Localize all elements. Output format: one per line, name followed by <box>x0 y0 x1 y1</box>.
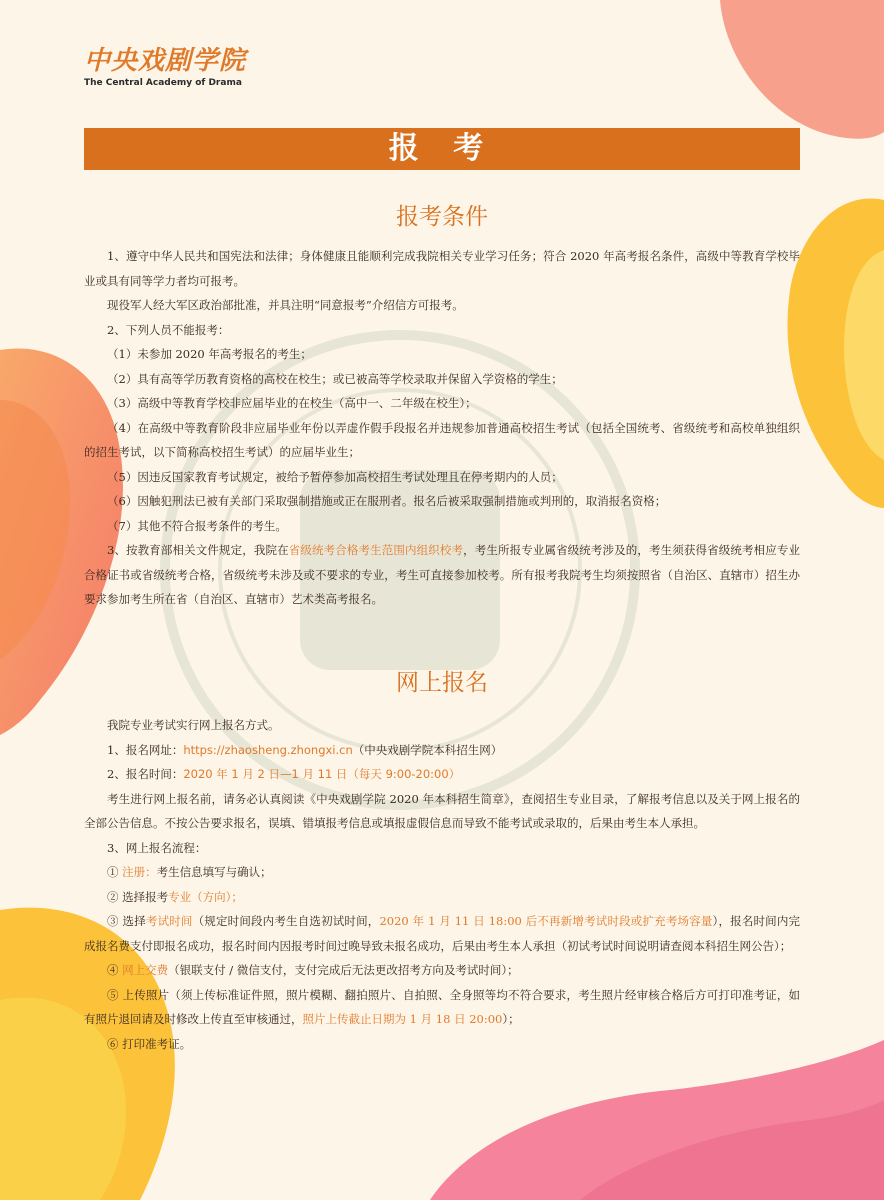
highlight-text: 注册： <box>122 865 157 879</box>
text: （中央戏剧学院本科招生网） <box>352 742 503 757</box>
registration-url-link[interactable]: https://zhaosheng.zhongxi.cn <box>183 742 353 757</box>
registration-time-line <box>84 762 800 787</box>
condition-item: （2）具有高等学历教育资格的高校在校生；或已被高等学校录取并保留入学资格的学生； <box>107 371 563 386</box>
process-step-4 <box>84 958 800 983</box>
text: 3、按教育部相关文件规定，我院在 <box>107 543 289 557</box>
highlight-text: 考试时间 <box>145 914 193 928</box>
registration-content <box>84 713 800 1056</box>
text: 1、报名网址： <box>107 742 184 757</box>
logo-english: The Central Academy of Drama <box>84 78 242 88</box>
page-title-banner: 报 考 <box>84 128 800 170</box>
text: ），报名时间内完成报名费支付即报名成功，报名时间内因报考时间过晚导致未报名成功，后果由考生本人承担（初试考试时间说明请查阅本科招生网公告）； <box>84 914 801 953</box>
text: （银联支付 / 微信支付，支付完成后无法更改招考方向及考试时间）； <box>168 963 519 977</box>
condition-item: （3）高级中等教育学校非应届毕业的在校生（高中一、二年级在校生）； <box>107 396 477 410</box>
process-step-6 <box>84 1032 800 1057</box>
condition-item: （1）未参加 2020 年高考报名的考生； <box>107 347 312 361</box>
registration-intro: 我院专业考试实行网上报名方式。 <box>107 718 280 732</box>
step-number: ⑤ <box>107 987 119 1002</box>
condition-item: （6）因触犯刑法已被有关部门采取强制措施或正在服刑者。报名后被采取强制措施或判刑的，取消报名资格； <box>107 494 667 508</box>
text: ，考生所报专业属省级统考涉及的，考生须获得省级统考相应专业合格证书或省级统考合格，省级统考未涉及或不要求的专业，考生可直接参加校考。所有报考我院考生均须按照省（自治区、直辖市）招生办要求参加考生所在省（自治区、直辖市）艺术类高考报名。 <box>84 543 800 606</box>
process-step-1 <box>84 860 800 885</box>
conditions-content <box>84 244 800 612</box>
condition-item: （5）因违反国家教育考试规定，被给予暂停参加高校招生考试处理且在停考期内的人员； <box>107 469 563 484</box>
step-number: ⑥ <box>107 1036 119 1051</box>
registration-notice: 考生进行网上报名前，请务必认真阅读《中央戏剧学院 2020 年本科招生简章》，查阅招生专业目录，了解报考信息以及关于网上报名的全部公告信息。不按公告要求报名，误填、错填报考信息或填报虚假信息而导致不能考试或录取的，后果由考生本人承担。 <box>84 791 800 830</box>
logo-chinese: 中央戏剧学院 <box>84 46 247 76</box>
text: 打印准考证。 <box>122 1036 192 1051</box>
condition-item: （7）其他不符合报考条件的考生。 <box>107 518 287 533</box>
text: 上传照片（须上传标准证件照，照片模糊、翻拍照片、自拍照、全身照等均不符合要求，考生照片经审核合格后方可打印准考证，如有照片退回请及时修改上传直至审核通过， <box>84 987 801 1026</box>
condition-item: （4）在高级中等教育阶段非应届毕业年份以弄虚作假手段报名并违规参加普通高校招生考试（包括全国统考、省级统考和高校单独组织的招生考试，以下简称高校招生考试）的应届毕业生； <box>84 420 800 459</box>
section-title-online-registration: 网上报名 <box>396 670 488 696</box>
highlight-text: 网上交费 <box>122 963 169 977</box>
academy-logo <box>84 46 246 88</box>
condition-paragraph: 1、遵守中华人民共和国宪法和法律；身体健康且能顺利完成我院相关专业学习任务；符合 2020 年高考报名条件，高级中等教育学校毕业或具有同等学力者均可报考。 <box>84 249 800 288</box>
registration-url-line <box>84 738 800 763</box>
text: 2、报名时间： <box>107 767 184 781</box>
highlight-text: 照片上传截止日期为 1 月 18 日 20:00 <box>302 1012 503 1026</box>
condition-paragraph: 现役军人经大军区政治部批准，并具注明“同意报考”介绍信方可报考。 <box>107 298 464 312</box>
highlight-text: 2020 年 1 月 11 日 18:00 后不再新增考试时段或扩充考场容量 <box>379 914 713 928</box>
step-number: ④ <box>107 963 119 977</box>
registration-time: 2020 年 1 月 2 日—1 月 11 日（每天 9:00-20:00） <box>183 767 461 781</box>
process-label: 3、网上报名流程： <box>107 840 207 855</box>
step-number: ② <box>107 889 119 904</box>
step-number: ① <box>107 865 119 879</box>
step-number: ③ <box>107 914 119 928</box>
section-title-conditions: 报考条件 <box>396 204 488 230</box>
highlight-text: 专业（方向）； <box>168 889 243 904</box>
condition-paragraph: 2、下列人员不能报考： <box>107 322 230 337</box>
process-step-2 <box>84 885 800 910</box>
condition-paragraph <box>84 538 800 612</box>
text: （规定时间段内考生自选初试时间， <box>192 914 380 928</box>
process-step-3 <box>84 909 800 958</box>
text: ）； <box>502 1012 520 1026</box>
text: 选择报考 <box>122 889 169 904</box>
decor-blob-bottom-right <box>430 1040 884 1200</box>
text: 选择 <box>122 914 146 928</box>
text: 考生信息填写与确认； <box>156 865 272 879</box>
process-step-5 <box>84 983 800 1032</box>
highlight-text: 省级统考合格考生范围内组织校考 <box>288 543 464 557</box>
